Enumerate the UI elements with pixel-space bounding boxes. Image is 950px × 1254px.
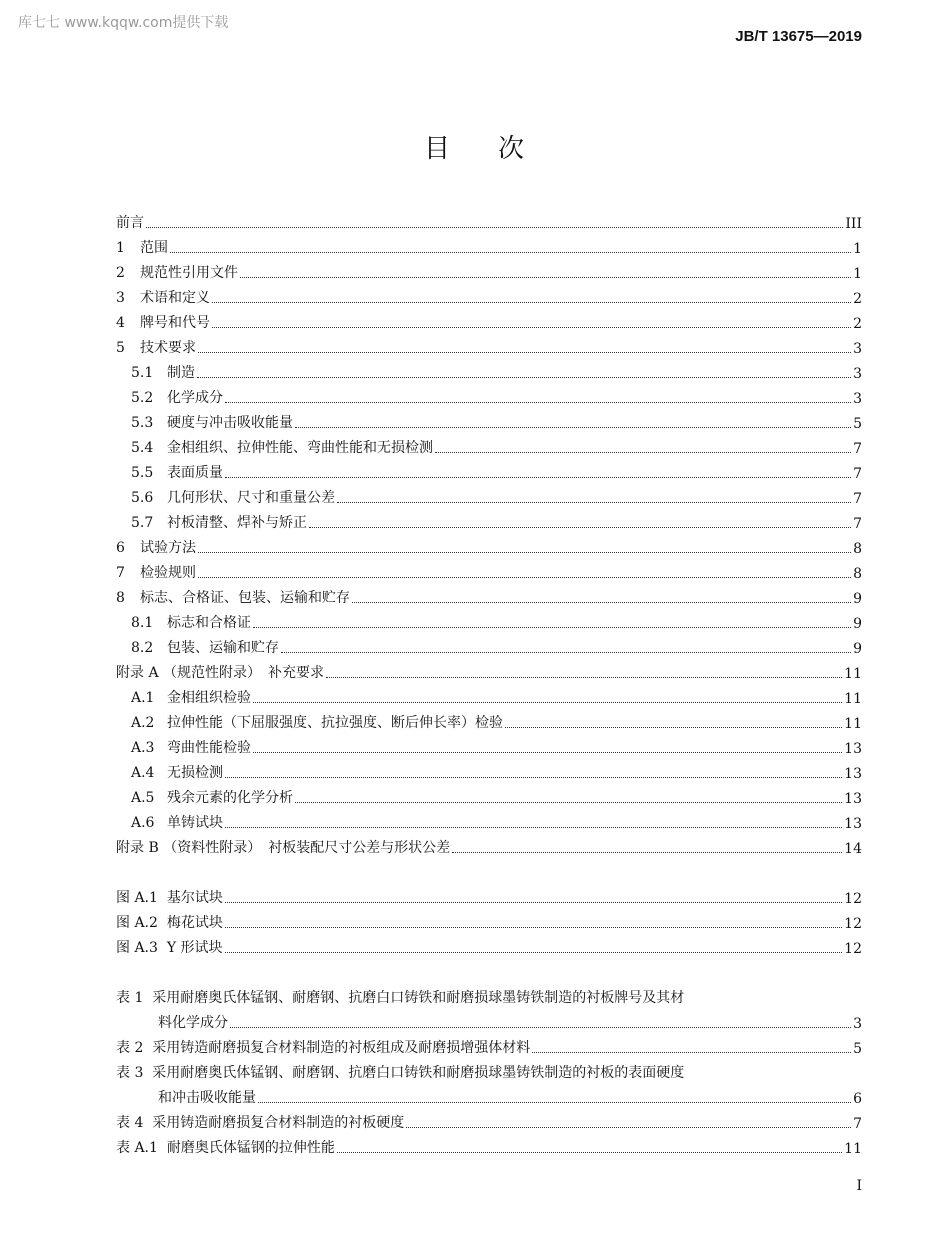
title-char-2: 次 <box>498 134 527 164</box>
figure-entry[interactable] <box>116 882 862 907</box>
table-entry-line2[interactable] <box>116 1082 862 1107</box>
toc-entry-label <box>116 662 324 682</box>
toc-entry-label <box>116 237 168 257</box>
toc-entry[interactable] <box>116 807 862 832</box>
figure-entry-label <box>116 887 223 907</box>
toc-entry-page: 9 <box>853 641 862 657</box>
toc-entry[interactable] <box>116 532 862 557</box>
table-title-line2: 料化学成分 <box>158 1015 228 1031</box>
toc-entry-text: 牌号和代号 <box>140 315 210 331</box>
toc-entry[interactable] <box>116 332 862 357</box>
table-title-line1: 采用耐磨奥氏体锰钢、耐磨钢、抗磨白口铸铁和耐磨损球墨铸铁制造的衬板的表面硬度 <box>152 1065 685 1081</box>
toc-entry-page: 1 <box>853 266 862 282</box>
figure-page: 12 <box>844 941 862 957</box>
toc-entry-page: 9 <box>853 616 862 632</box>
standard-number: JB/T 13675—2019 <box>735 28 862 45</box>
toc-entry[interactable] <box>116 682 862 707</box>
toc-entry-text: 拉伸性能（下屈服强度、抗拉强度、断后伸长率）检验 <box>167 715 503 731</box>
dot-leader <box>225 827 842 828</box>
toc-entry[interactable] <box>116 457 862 482</box>
toc-entry-number: 5.7 <box>131 515 154 531</box>
section-gap <box>116 857 862 882</box>
dot-leader <box>406 1127 851 1128</box>
table-label: 表 4 <box>116 1115 144 1131</box>
toc-entry-label <box>116 562 196 582</box>
toc-entry-page: 8 <box>853 566 862 582</box>
toc-entry-label <box>116 412 293 432</box>
table-label: 表 2 <box>116 1040 144 1056</box>
toc-entry-text: 试验方法 <box>140 540 196 556</box>
dot-leader <box>253 752 842 753</box>
toc-entry-number: 7 <box>116 565 125 581</box>
table-entry-line1[interactable] <box>116 1057 862 1082</box>
toc-entry-number: A.5 <box>131 790 155 806</box>
toc-entry-label <box>116 262 238 282</box>
figure-entry-label <box>116 912 223 932</box>
dot-leader <box>326 677 842 678</box>
toc-entry-text: 金相组织、拉伸性能、弯曲性能和无损检测 <box>167 440 433 456</box>
table-page: 3 <box>853 1016 862 1032</box>
page-title <box>0 128 950 165</box>
toc-entry-page: 14 <box>844 841 862 857</box>
table-entry[interactable] <box>116 1132 862 1157</box>
toc-entry-label <box>116 762 223 782</box>
dot-leader <box>337 1152 842 1153</box>
toc-entry[interactable] <box>116 232 862 257</box>
toc-entry[interactable] <box>116 257 862 282</box>
toc-entry-text: 衬板清整、焊补与矫正 <box>167 515 307 531</box>
toc-entry-text: 残余元素的化学分析 <box>167 790 293 806</box>
dot-leader <box>198 577 851 578</box>
toc-entry-page: 2 <box>853 291 862 307</box>
toc-entry-label <box>116 537 196 557</box>
dot-leader <box>352 602 851 603</box>
figure-title: 基尔试块 <box>166 890 223 906</box>
toc-entry-text: 规范性引用文件 <box>140 265 238 281</box>
dot-leader <box>225 927 842 928</box>
toc-entry[interactable] <box>116 307 862 332</box>
toc-entry-label <box>116 287 210 307</box>
toc-entry-label <box>116 587 350 607</box>
table-page: 6 <box>853 1091 862 1107</box>
toc-entry-text: 范围 <box>140 240 168 256</box>
toc-entry-text: 金相组织检验 <box>167 690 251 706</box>
toc-entry-text: 前言 <box>116 215 144 231</box>
toc-entry-page: 7 <box>853 516 862 532</box>
dot-leader <box>225 952 843 953</box>
table-title: 耐磨奥氏体锰钢的拉伸性能 <box>166 1140 335 1156</box>
toc-entry-text: 技术要求 <box>140 340 196 356</box>
dot-leader <box>212 327 851 328</box>
dot-leader <box>225 477 851 478</box>
toc-entry-number: 5.1 <box>131 365 154 381</box>
toc-entry-page: 13 <box>844 766 862 782</box>
section-gap <box>116 957 862 982</box>
toc-entry[interactable] <box>116 357 862 382</box>
dot-leader <box>253 702 842 703</box>
toc-entry-text: 硬度与冲击吸收能量 <box>167 415 293 431</box>
toc-entry-number: A.1 <box>131 690 155 706</box>
toc-entry-text: 制造 <box>167 365 195 381</box>
toc-entry-number: A.2 <box>131 715 155 731</box>
table-label: 表 3 <box>116 1065 144 1081</box>
toc-entry[interactable] <box>116 207 862 232</box>
toc-entry-label <box>116 462 223 482</box>
toc-entry-page: III <box>845 216 862 232</box>
toc-entry-number: 1 <box>116 240 125 256</box>
dot-leader <box>225 402 851 403</box>
dot-leader <box>532 1052 851 1053</box>
toc-entry-label <box>116 737 251 757</box>
toc-entry-number: A.4 <box>131 765 155 781</box>
toc-entry-label <box>116 687 251 707</box>
toc-entry-text: 无损检测 <box>167 765 223 781</box>
toc-entry-number: A.3 <box>131 740 155 756</box>
toc-entry-label <box>116 312 210 332</box>
toc-entry-number: 6 <box>116 540 125 556</box>
toc-entry-page: 13 <box>844 816 862 832</box>
toc-entry-label <box>116 637 279 657</box>
dot-leader <box>230 1027 851 1028</box>
toc-entry-label <box>116 712 503 732</box>
toc-entry[interactable] <box>116 832 862 857</box>
figure-entry-label <box>116 937 223 957</box>
toc-entry-text: 化学成分 <box>167 390 223 406</box>
toc-entry-page: 11 <box>844 716 862 732</box>
toc-entry-page: 13 <box>844 741 862 757</box>
toc-entry-page: 8 <box>853 541 862 557</box>
toc-entry-page: 3 <box>853 366 862 382</box>
dot-leader <box>197 377 851 378</box>
toc-entry[interactable] <box>116 507 862 532</box>
toc-entry-page: 5 <box>853 416 862 432</box>
dot-leader <box>225 777 842 778</box>
table-entry-line2[interactable] <box>116 1007 862 1032</box>
toc-entry-number: 5.4 <box>131 440 154 456</box>
toc-entry-number: 5.5 <box>131 465 154 481</box>
toc-entry-page: 11 <box>844 666 862 682</box>
toc-entry-label <box>116 362 195 382</box>
dot-leader <box>198 352 851 353</box>
toc-entry-text: 标志和合格证 <box>167 615 251 631</box>
figure-title: Y 形试块 <box>166 940 223 956</box>
table-label: 表 A.1 <box>116 1140 158 1156</box>
toc-entry-label <box>116 612 251 632</box>
dot-leader <box>258 1102 851 1103</box>
toc-entry-number: 5.3 <box>131 415 154 431</box>
toc-entry-label <box>116 837 450 857</box>
title-char-1: 目 <box>423 134 452 164</box>
dot-leader <box>170 252 851 253</box>
page-number: I <box>856 1178 862 1194</box>
toc-entry-text: 检验规则 <box>140 565 196 581</box>
dot-leader <box>212 302 851 303</box>
toc-entry-page: 7 <box>853 491 862 507</box>
toc-entry-page: 11 <box>844 691 862 707</box>
table-entry-label <box>116 1112 404 1132</box>
dot-leader <box>295 802 842 803</box>
toc-entry-text: 几何形状、尺寸和重量公差 <box>167 490 335 506</box>
dot-leader <box>281 652 851 653</box>
dot-leader <box>309 527 851 528</box>
figure-label: 图 A.1 <box>116 890 158 906</box>
toc-entry[interactable] <box>116 732 862 757</box>
table-title: 采用铸造耐磨损复合材料制造的衬板硬度 <box>152 1115 405 1131</box>
watermark: 库七七 www.kqqw.com提供下载 <box>18 15 229 31</box>
toc-entry-page: 7 <box>853 441 862 457</box>
figure-entry[interactable] <box>116 932 862 957</box>
toc-entry[interactable] <box>116 582 862 607</box>
toc-entry[interactable] <box>116 482 862 507</box>
table-page: 7 <box>853 1116 862 1132</box>
dot-leader <box>337 502 851 503</box>
table-entry-label <box>116 1037 530 1057</box>
toc-entry[interactable] <box>116 707 862 732</box>
toc-entry-number: 2 <box>116 265 125 281</box>
toc-entry-text: 表面质量 <box>167 465 223 481</box>
dot-leader <box>146 227 843 228</box>
figure-title: 梅花试块 <box>166 915 223 931</box>
toc-entry-number: 5 <box>116 340 125 356</box>
toc-entry[interactable] <box>116 382 862 407</box>
table-entry-line1[interactable] <box>116 982 862 1007</box>
table-page: 5 <box>853 1041 862 1057</box>
toc-entry-page: 1 <box>853 241 862 257</box>
toc-entry-text: 附录 B （资料性附录） 衬板装配尺寸公差与形状公差 <box>116 840 451 856</box>
toc-entry[interactable] <box>116 657 862 682</box>
toc-entry[interactable] <box>116 282 862 307</box>
dot-leader <box>240 277 851 278</box>
toc-entry[interactable] <box>116 632 862 657</box>
toc-entry-text: 附录 A （规范性附录） 补充要求 <box>116 665 325 681</box>
toc-entry-number: 8.1 <box>131 615 154 631</box>
toc-entry-label <box>116 487 335 507</box>
toc-entry-label <box>116 787 293 807</box>
dot-leader <box>253 627 851 628</box>
toc-entry-label <box>116 212 144 232</box>
toc-entry-label <box>116 387 223 407</box>
toc-entry-number: 5.2 <box>131 390 154 406</box>
toc-entry-text: 术语和定义 <box>140 290 210 306</box>
figure-page: 12 <box>844 916 862 932</box>
figure-label: 图 A.3 <box>116 940 158 956</box>
toc-entry-page: 3 <box>853 391 862 407</box>
dot-leader <box>452 852 842 853</box>
toc-entry[interactable] <box>116 757 862 782</box>
toc-entry[interactable] <box>116 557 862 582</box>
toc-entry-label <box>116 437 433 457</box>
toc-entry-label <box>116 512 307 532</box>
dot-leader <box>225 902 842 903</box>
toc-entry-page: 3 <box>853 341 862 357</box>
table-title: 采用铸造耐磨损复合材料制造的衬板组成及耐磨损增强体材料 <box>152 1040 531 1056</box>
toc-entry-number: 3 <box>116 290 125 306</box>
figure-page: 12 <box>844 891 862 907</box>
toc-entry[interactable] <box>116 432 862 457</box>
table-title-line2: 和冲击吸收能量 <box>158 1090 256 1106</box>
toc-entry-page: 2 <box>853 316 862 332</box>
toc-entry-text: 单铸试块 <box>167 815 223 831</box>
toc-entry-label <box>116 337 196 357</box>
toc-entry-number: 4 <box>116 315 125 331</box>
dot-leader <box>198 552 851 553</box>
toc-entry-number: 8 <box>116 590 125 606</box>
dot-leader <box>435 452 851 453</box>
toc-entry-number: 8.2 <box>131 640 154 656</box>
toc-entry-text: 弯曲性能检验 <box>167 740 251 756</box>
table-of-contents <box>116 207 862 1157</box>
toc-entry-label <box>116 812 223 832</box>
figure-entry[interactable] <box>116 907 862 932</box>
toc-entry-text: 包装、运输和贮存 <box>167 640 279 656</box>
table-title-line1: 采用耐磨奥氏体锰钢、耐磨钢、抗磨白口铸铁和耐磨损球墨铸铁制造的衬板牌号及其材 <box>152 990 685 1006</box>
toc-entry-number: A.6 <box>131 815 155 831</box>
figure-label: 图 A.2 <box>116 915 158 931</box>
table-entry[interactable] <box>116 1107 862 1132</box>
table-entry-label <box>116 1137 335 1157</box>
toc-entry-number: 5.6 <box>131 490 154 506</box>
table-label: 表 1 <box>116 990 144 1006</box>
toc-entry-page: 13 <box>844 791 862 807</box>
toc-entry[interactable] <box>116 607 862 632</box>
dot-leader <box>505 727 842 728</box>
table-page: 11 <box>844 1141 862 1157</box>
toc-entry-page: 7 <box>853 466 862 482</box>
toc-entry-page: 9 <box>853 591 862 607</box>
toc-entry[interactable] <box>116 407 862 432</box>
toc-entry-text: 标志、合格证、包装、运输和贮存 <box>140 590 350 606</box>
dot-leader <box>295 427 851 428</box>
toc-entry[interactable] <box>116 782 862 807</box>
table-entry[interactable] <box>116 1032 862 1057</box>
